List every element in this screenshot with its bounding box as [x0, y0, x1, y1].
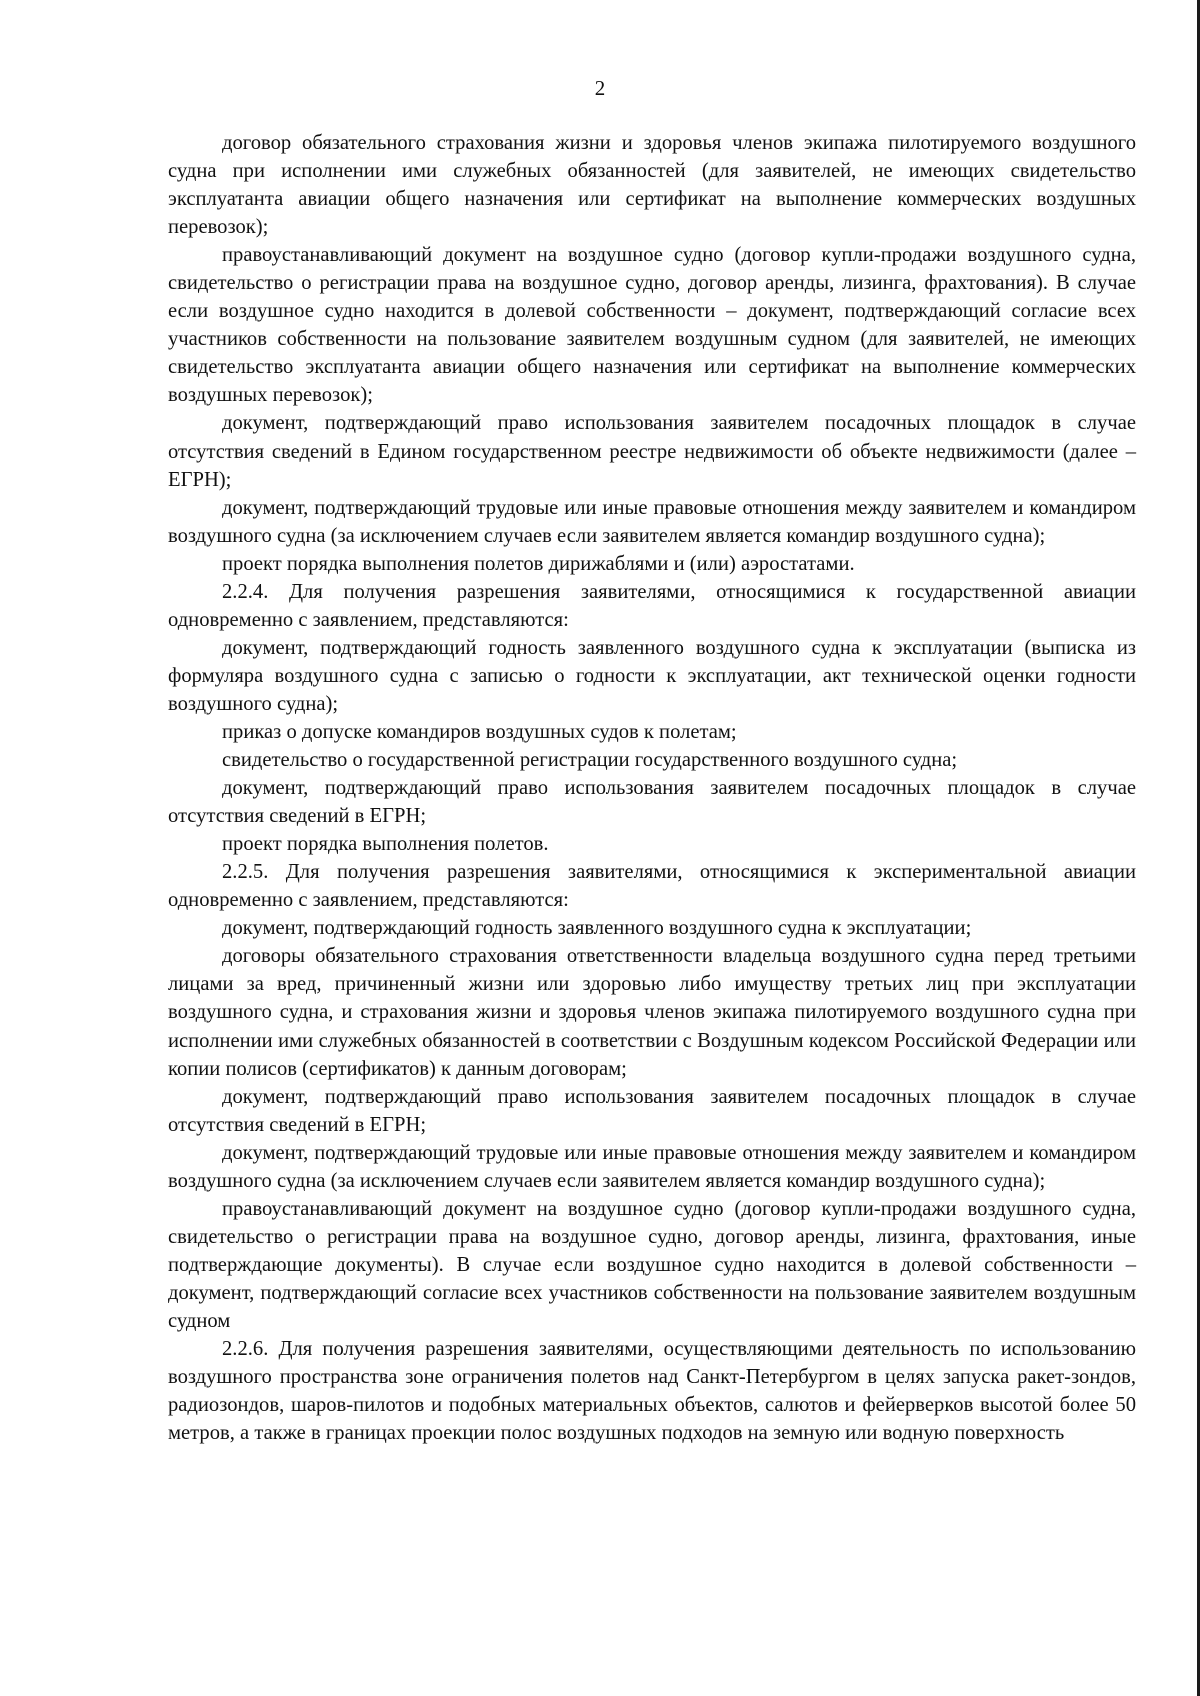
paragraph-flight-procedure-draft: проект порядка выполнения полетов. — [222, 833, 549, 856]
paragraph-liability-insurance: договоры обязательного страхования ответственности владельца воздушного судна перед третьими лицами за вред, причиненный жизни или здоровью либо имуществу третьих лиц при эксплуатации воздушного судна, и страхования жизни и здоровья членов экипажа пилотируемого воздушного судна при исполнении ими служебных обязанностей в соответствии с Воздушным кодексом Российской Федерации или копии полисов (сертификатов) к данным договорам; — [168, 945, 1136, 1080]
paragraph-insurance-contract: договор обязательного страхования жизни и здоровья членов экипажа пилотируемого воздушного судна при исполнении ими служебных обязанностей (для заявителей, не имеющих свидетельство эксплуатанта авиации общего назначения или сертификат на выполнение коммерческих воздушных перевозок); — [168, 132, 1136, 239]
paragraph-state-registration-certificate: свидетельство о государственной регистрации государственного воздушного судна; — [222, 749, 958, 772]
paragraph-landing-sites-right: документ, подтверждающий право использования заявителем посадочных площадок в случае отсутствия сведений в Едином государственном реестре недвижимости об объекте недвижимости (далее – ЕГРН); — [168, 412, 1136, 491]
document-body — [168, 129, 1136, 1447]
paragraph-2-2-5-heading: 2.2.5. Для получения разрешения заявителями, относящимися к экспериментальной авиации одновременно с заявлением, представляются: — [168, 861, 1136, 912]
paragraph-airworthiness-short: документ, подтверждающий годность заявленного воздушного судна к эксплуатации; — [222, 917, 972, 940]
paragraph-airship-flight-procedure: проект порядка выполнения полетов дирижаблями и (или) аэростатами. — [222, 552, 855, 575]
paragraph-2-2-6-heading: 2.2.6. Для получения разрешения заявителями, осуществляющими деятельность по использованию воздушного пространства зоне ограничения полетов над Санкт-Петербургом в целях запуска ракет-зондов, радиозондов, шаров-пилотов и подобных материальных объектов, салютов и фейерверков высотой более 50 метров, а также в границах проекции полос воздушных подходов на земную или водную поверхность — [168, 1338, 1136, 1445]
page-number: 2 — [594, 76, 606, 100]
paragraph-landing-sites-egrn: документ, подтверждающий право использования заявителем посадочных площадок в случае отсутствия сведений в ЕГРН; — [168, 777, 1136, 828]
paragraph-landing-sites-egrn-2: документ, подтверждающий право использования заявителем посадочных площадок в случае отсутствия сведений в ЕГРН; — [168, 1085, 1136, 1136]
paragraph-title-document: правоустанавливающий документ на воздушное судно (договор купли-продажи воздушного судна, свидетельство о регистрации права на воздушное судно, договор аренды, лизинга, фрахтования). В случае если воздушное судно находится в долевой собственности – документ, подтверждающий согласие всех участников собственности на пользование заявителем воздушным судном (для заявителей, не имеющих свидетельство эксплуатанта авиации общего назначения или сертификат на выполнение коммерческих воздушных перевозок); — [168, 244, 1136, 407]
paragraph-title-document-2: правоустанавливающий документ на воздушное судно (договор купли-продажи воздушного судна, свидетельство о регистрации права на воздушное судно, договор аренды, лизинга, фрахтования, иные подтверждающие документы). В случае если воздушное судно находится в долевой собственности – документ, подтверждающий согласие всех участников собственности на пользование заявителем воздушным судном — [168, 1197, 1136, 1332]
paragraph-labor-relations: документ, подтверждающий трудовые или иные правовые отношения между заявителем и командиром воздушного судна (за исключением случаев если заявителем является командир воздушного судна); — [168, 496, 1136, 547]
paragraph-2-2-4-heading: 2.2.4. Для получения разрешения заявителями, относящимися к государственной авиации одновременно с заявлением, представляются: — [168, 580, 1136, 631]
paragraph-airworthiness-document: документ, подтверждающий годность заявленного воздушного судна к эксплуатации (выписка из формуляра воздушного судна с записью о годности к эксплуатации, акт технической оценки годности воздушного судна); — [168, 636, 1136, 715]
paragraph-commander-admission-order: приказ о допуске командиров воздушных судов к полетам; — [222, 720, 737, 743]
paragraph-labor-relations-2: документ, подтверждающий трудовые или иные правовые отношения между заявителем и командиром воздушного судна (за исключением случаев если заявителем является командир воздушного судна); — [168, 1141, 1136, 1192]
